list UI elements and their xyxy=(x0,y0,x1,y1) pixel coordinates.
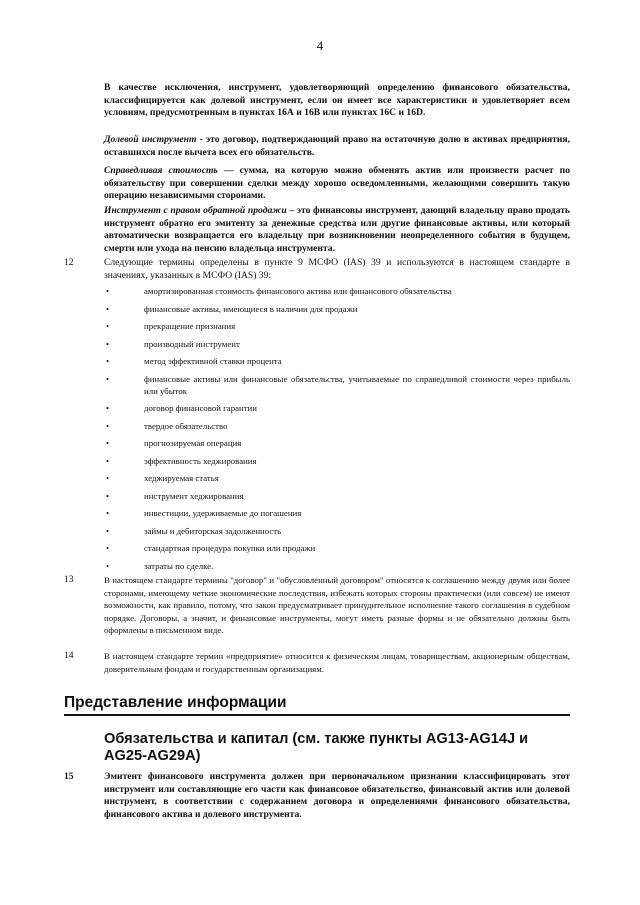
paragraph-14 xyxy=(104,650,570,675)
list-item: • твердое обязательство xyxy=(106,420,228,431)
list-item: • инвестиции, удерживаемые до погашения xyxy=(106,508,302,518)
list-item: • хеджируемая статья xyxy=(106,473,219,483)
bullet-icon: • xyxy=(106,490,110,501)
terms-list xyxy=(104,285,570,577)
list-item: • эффективность хеджирования xyxy=(106,455,257,466)
definition-text: – это финансовы инструмент, дающий владельцу право продать инструмент обратно его эмитенту за денежные средства или другие финансовые активы, или который автоматически возвращается его владельцу при возникновении неопределенного события в будущем, смерти или ухода на пенсию владельца инструмента. xyxy=(104,205,570,254)
list-item: • прекращение признания xyxy=(106,321,236,331)
paragraph-12-text: Следующие термины определены в пункте 9 МСФО (IAS) 39 и используются в настоящем стандарте в значениях, указанных в МСФО (IAS) 39: xyxy=(104,257,570,281)
definition-fair-value xyxy=(104,165,570,203)
bullet-icon: • xyxy=(106,525,110,536)
sub-heading: Обязательства и капитал (см. также пункты AG13-AG14J и AG25-AG29A) xyxy=(104,731,529,764)
intro-paragraph xyxy=(104,82,570,120)
bullet-icon: • xyxy=(106,338,110,349)
definition-text: — сумма, на которую можно обменять актив или произвести расчет по обязательству при совершении сделки между хорошо осведомленными, желающими совершить такую операцию независимыми сторонами. xyxy=(104,165,571,201)
bullet-icon: • xyxy=(106,508,110,518)
paragraph-13-text: В настоящем стандарте термины "договор" и "обусловленный договором" относятся к соглашению между двумя или более сторонами, имеющему четкие экономические последствия, избежать которых стороны практически (или совсем) не имеют возможности, как правило, потому, что закон предусматривает принудительное исполнение такого соглашения в судебном порядке. Договоры, а значит, и финансовые инструменты, могут иметь разные формы и не обязательно должны быть оформлены в письменном виде. xyxy=(104,575,570,635)
paragraph-number-12: 12 xyxy=(64,257,74,268)
page-number: 4 xyxy=(316,38,324,53)
bullet-icon: • xyxy=(106,455,110,466)
list-item: • затраты по сделке. xyxy=(106,560,214,571)
definition-text: - это договор, подтверждающий право на остаточную долю в активах предприятия, оставшихся после вычета всех его обязательств. xyxy=(104,134,570,158)
list-item: • займы и дебиторская задолженность xyxy=(106,525,282,536)
bullet-icon: • xyxy=(106,303,110,314)
bullet-icon: • xyxy=(106,356,110,366)
bullet-icon: • xyxy=(106,420,110,431)
bullet-icon: • xyxy=(106,321,110,331)
paragraph-12 xyxy=(104,257,570,282)
bullet-icon: • xyxy=(106,473,110,483)
list-item: • метод эффективной ставки процента xyxy=(106,356,282,366)
definition-equity-instrument xyxy=(104,134,570,159)
definition-term: Долевой инструмент xyxy=(104,134,197,145)
list-item: • финансовые активы или финансовые обязательства, учитываемые по справедливой стоимости через прибыль или убыток xyxy=(106,373,570,396)
list-item: • прогнозируемая операция xyxy=(106,438,242,448)
definition-term: Справедливая стоимость xyxy=(104,165,218,176)
list-item: • договор финансовой гарантии xyxy=(106,403,257,413)
definition-term: Инструмент с правом обратной продажи xyxy=(104,205,287,216)
bullet-icon: • xyxy=(106,286,110,296)
paragraph-13 xyxy=(104,574,570,637)
list-item: • производный инструмент xyxy=(106,338,240,349)
bullet-icon: • xyxy=(106,543,110,553)
paragraph-15-text: Эмитент финансового инструмента должен при первоначальном признании классифицировать этот инструмент или составляющие его части как финансовое обязательство, финансовый актив или долевой инструмент, в соответствии с содержанием договора и определениями финансового обязательства, финансового актива и долевого инструмента. xyxy=(104,771,570,820)
paragraph-14-text: В настоящем стандарте термин «предприятие» относится к физическим лицам, товариществам, акционерным обществам, доверительным фондам и государственным организациям. xyxy=(104,651,570,674)
section-heading: Представление информации xyxy=(64,694,570,716)
bullet-icon: • xyxy=(106,560,110,571)
list-item: • амортизированная стоимость финансового актива или финансового обязательства xyxy=(106,286,452,296)
paragraph-number-13: 13 xyxy=(64,574,74,585)
paragraph-15 xyxy=(104,771,570,821)
list-item: • инструмент хеджирования xyxy=(106,490,244,501)
list-item: • финансовые активы, имеющиеся в наличии для продажи xyxy=(106,303,358,314)
bullet-icon: • xyxy=(106,373,110,384)
bullet-icon: • xyxy=(106,438,110,448)
intro-text: В качестве исключения, инструмент, удовлетворяющий определению финансового обязательства, классифицируется как долевой инструмент, если он имеет все характеристики и удовлетворяет всем условиям, предусмотренным в пунктах 16А и 16В или пунктах 16С и 16D. xyxy=(104,82,570,118)
definition-puttable-instrument xyxy=(104,205,570,255)
paragraph-number-15: 15 xyxy=(64,771,74,782)
paragraph-number-14: 14 xyxy=(64,650,74,661)
bullet-icon: • xyxy=(106,403,110,413)
list-item: • стандартная процедура покупки или продажи xyxy=(106,543,316,553)
